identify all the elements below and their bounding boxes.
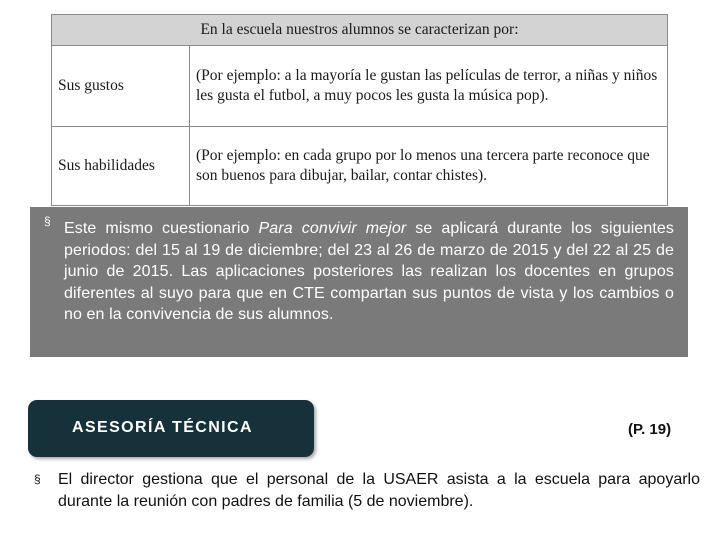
questionnaire-note xyxy=(30,207,688,357)
list-item-text: El director gestiona que el personal de la USAER asista a la escuela para apoyarlo durante la reunión con padres de familia (5 de noviembre). xyxy=(58,471,700,510)
bullet-icon: § xyxy=(44,214,51,228)
section-title: ASESORÍA TÉCNICA xyxy=(72,419,253,436)
note-text xyxy=(64,218,674,326)
table-header: En la escuela nuestros alumnos se caracterizan por: xyxy=(52,15,668,46)
row-description: (Por ejemplo: a la mayoría le gustan las películas de terror, a niñas y niños les gusta el futbol, a muy pocos les gusta la música pop). xyxy=(190,46,668,127)
characteristics-table xyxy=(51,14,668,206)
row-description: (Por ejemplo: en cada grupo por lo menos una tercera parte reconoce que son buenos para dibujar, bailar, contar chistes). xyxy=(190,127,668,206)
bullet-icon: § xyxy=(34,472,41,486)
note-text-end: se aplicará durante los siguientes periodos: del 15 al 19 de diciembre; del 23 al 26 de marzo de 2015 y del 22 al 25 de junio de 2015. Las aplicaciones posteriores las realizan los docentes en grupos diferentes al suyo para que en CTE compartan sus puntos de vista y los cambios o no en la convivencia de sus alumnos. xyxy=(64,220,674,324)
row-label: Sus habilidades xyxy=(52,127,190,206)
note-text-start: Este mismo cuestionario xyxy=(64,220,259,237)
table-row xyxy=(52,46,668,127)
page-reference: (P. 19) xyxy=(628,421,672,438)
table-row xyxy=(52,127,668,206)
row-label: Sus gustos xyxy=(52,46,190,127)
questionnaire-title: Para convivir mejor xyxy=(258,220,407,237)
section-badge xyxy=(28,400,314,457)
